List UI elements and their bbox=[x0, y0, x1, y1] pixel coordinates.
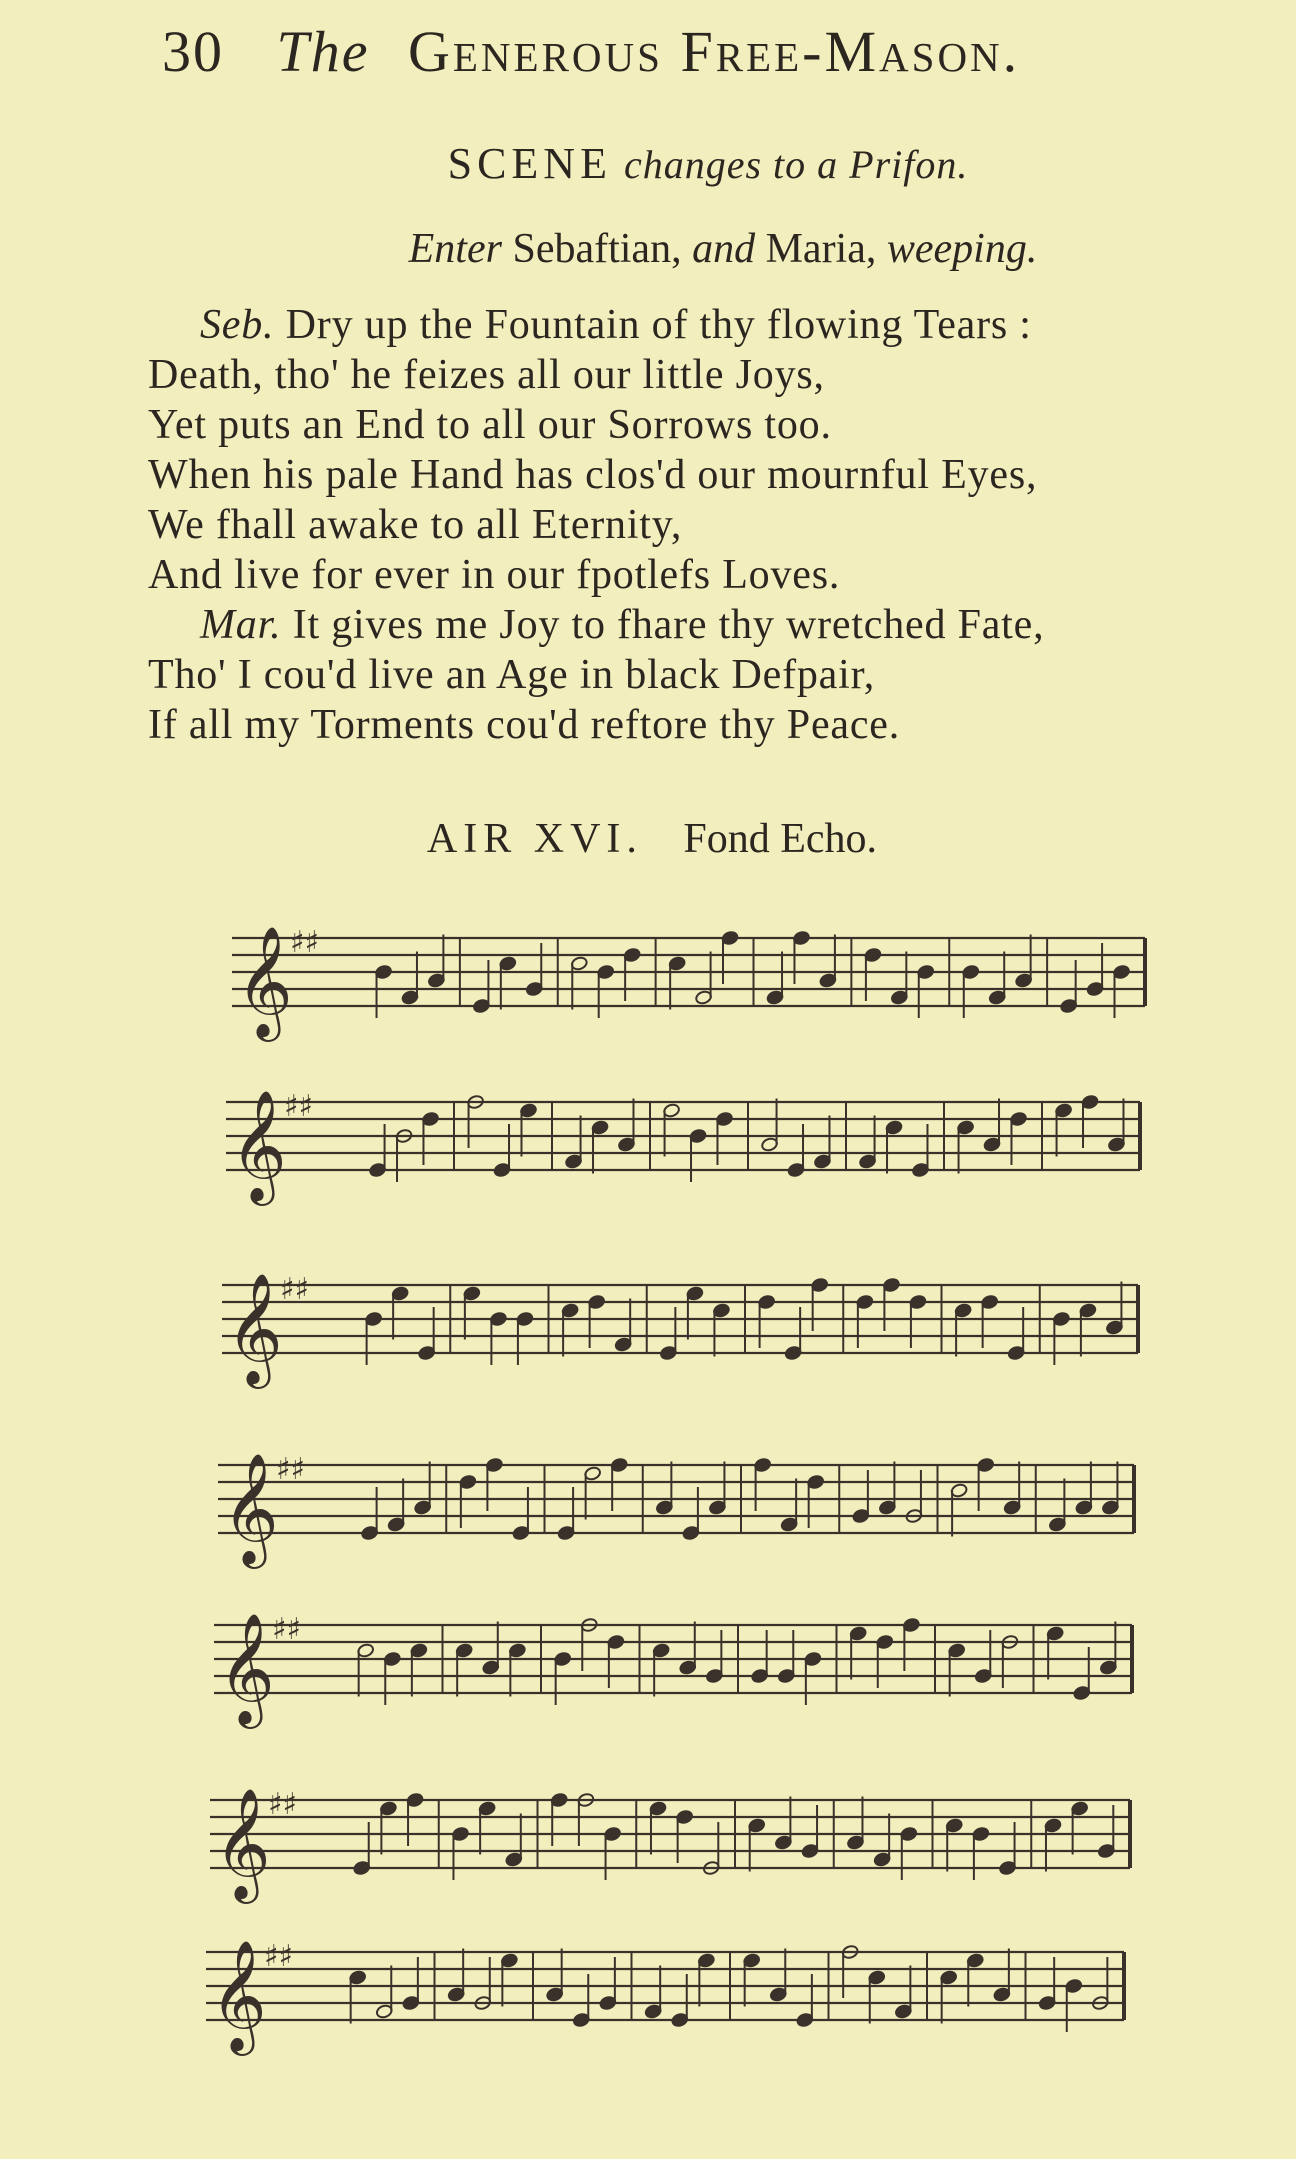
key-signature-icon: ♯♯ bbox=[272, 1612, 302, 1647]
key-signature-icon: ♯♯ bbox=[276, 1452, 306, 1487]
treble-clef-icon: 𝄞 bbox=[236, 925, 293, 1037]
music-staff bbox=[206, 1939, 1124, 2056]
stage-conjunction: and bbox=[692, 226, 756, 272]
music-staff bbox=[214, 1612, 1132, 1729]
treble-clef-icon: 𝄞 bbox=[214, 1787, 271, 1899]
page-number: 30 bbox=[162, 19, 224, 84]
key-signature-icon: ♯♯ bbox=[268, 1787, 298, 1822]
music-staff bbox=[218, 1452, 1134, 1569]
key-signature-icon: ♯♯ bbox=[284, 1089, 314, 1124]
music-staff bbox=[232, 925, 1145, 1042]
verse-line: When his pale Hand has clos'd our mournful Eyes, bbox=[148, 452, 1038, 498]
key-signature-icon: ♯♯ bbox=[264, 1939, 294, 1974]
speaker-seb: Seb. bbox=[200, 302, 275, 348]
verse-line: Tho' I cou'd live an Age in black Defpair, bbox=[148, 652, 875, 698]
treble-clef-icon: 𝄞 bbox=[222, 1452, 279, 1564]
verse-line: Death, tho' he feizes all our little Joys, bbox=[148, 352, 825, 398]
verse-text: Dry up the Fountain of thy flowing Tears : bbox=[285, 302, 1032, 348]
music-staff bbox=[210, 1787, 1130, 1904]
stage-enter: Enter bbox=[408, 226, 502, 272]
scene-label: SCENE bbox=[447, 139, 612, 188]
treble-clef-icon: 𝄞 bbox=[226, 1272, 283, 1384]
music-staff bbox=[222, 1272, 1138, 1389]
verse-text: It gives me Joy to fhare thy wretched Fate, bbox=[292, 602, 1045, 648]
header-title-article: The bbox=[276, 19, 370, 84]
verse-line: And live for ever in our fpotlefs Loves. bbox=[148, 552, 841, 598]
header-title: Generous Free-Mason. bbox=[408, 19, 1021, 84]
scene-description: changes to a Prifon. bbox=[623, 142, 969, 187]
air-tune: Fond Echo. bbox=[683, 816, 878, 862]
stage-character-1: Sebaftian, bbox=[512, 226, 682, 272]
speaker-mar: Mar. bbox=[200, 602, 282, 648]
key-signature-icon: ♯♯ bbox=[290, 925, 320, 960]
air-number: AIR XVI. bbox=[426, 816, 643, 862]
treble-clef-icon: 𝄞 bbox=[230, 1089, 287, 1201]
verse-line: Yet puts an End to all our Sorrows too. bbox=[148, 402, 832, 448]
verse-line: If all my Torments cou'd reftore thy Peace. bbox=[148, 702, 901, 748]
treble-clef-icon: 𝄞 bbox=[210, 1939, 267, 2051]
music-staff bbox=[226, 1089, 1140, 1206]
stage-action: weeping. bbox=[886, 226, 1038, 272]
verse-line: We fhall awake to all Eternity, bbox=[148, 502, 683, 548]
stage-character-2: Maria, bbox=[765, 226, 877, 272]
key-signature-icon: ♯♯ bbox=[280, 1272, 310, 1307]
treble-clef-icon: 𝄞 bbox=[218, 1612, 275, 1724]
